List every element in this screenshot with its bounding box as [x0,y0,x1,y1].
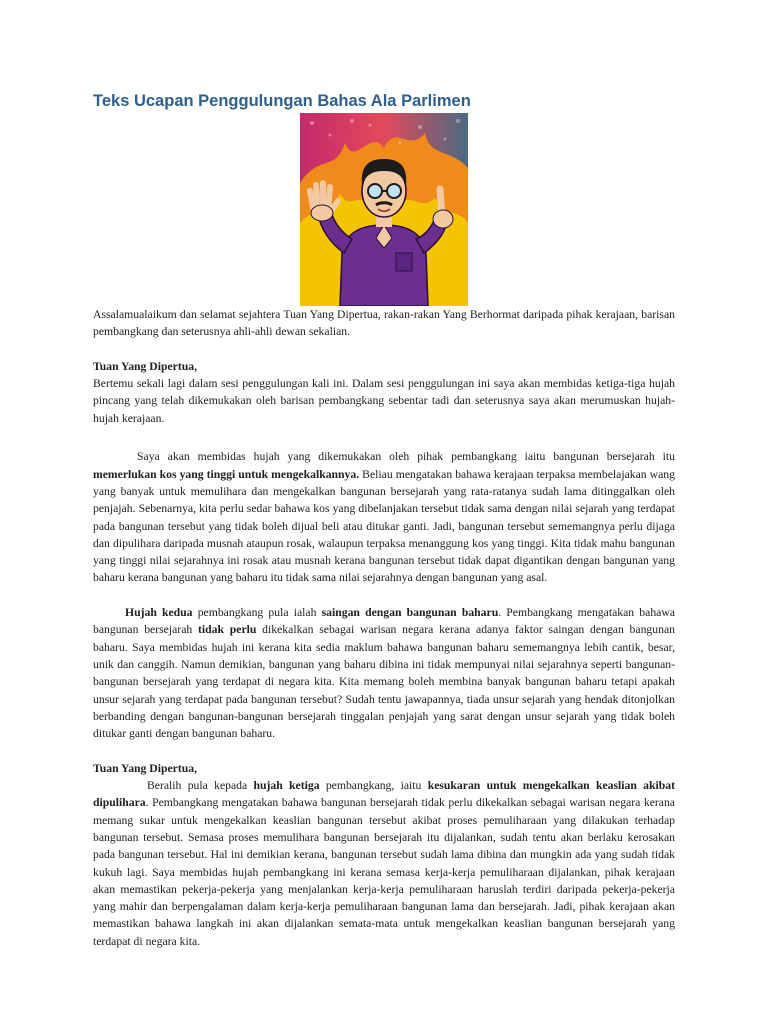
argument-1-emphasis: memerlukan kos yang tinggi untuk mengekalkannya. [93,467,360,481]
argument-3-emphasis: kesukaran untuk mengekalkan keaslian akibat dipulihara [93,779,675,810]
argument-2-text-b: pembangkang pula ialah [192,606,322,620]
argument-3-text-a: Beralih pula kepada [147,779,254,793]
argument-1-text-c: Beliau mengatakan bahawa kerajaan terpaksa membelajakan wang yang banyak untuk memulihara dan mengekalkan bangunan bersejarah yang rata-ratanya sudah lama ditinggalkan oleh penjajah. Sebenarnya, kita perlu sedar bahawa kos yang dibelanjakan tersebut tidak sama dengan nilai sejarah yang terdapat pada bangunan tersebut yang tidak boleh dijual beli atau ditukar ganti. Jadi, bangunan tersebut sememangnya perlu dijaga dan dipulihara daripada musnah ataupun rosak, walaupun terpaksa menanggung kos yang tinggi. Kita tidak mahu bangunan yang tinggi nilai sejarahnya ini rosak atau musnah kerana bangunan tersebut tidak dapat digantikan dengan bangunan yang baharu kerana bangunan yang baharu itu tidak sama nilai sejarahnya dengan bangunan yang asal. [93,467,675,585]
section-heading-1: Tuan Yang Dipertua, [93,359,198,373]
argument-3-paragraph [93,777,675,950]
section-1-paragraph: Bertemu sekali lagi dalam sesi penggulungan kali ini. Dalam sesi penggulungan ini saya akan membidas ketiga-tiga hujah pincang yang telah dikemukakan oleh barisan pembangkang sebentar tadi dan seterusnya saya akan merumuskan hujah-hujah kerajaan. [93,377,675,425]
argument-2-text-d: . Pembangkang mengatakan bahawa bangunan bersejarah [93,606,675,637]
illustration-svg [300,113,468,306]
argument-2-text-f: dikekalkan sebagai warisan negara kerana adanya faktor saingan dengan bangunan baharu. Saya membidas hujah ini kerana kita sedia maklum bahawa bangunan baharu sememangnya lebih cantik, besar, unik dan canggih. Namun demikian, bangunan yang baharu dibina ini tidak mempunyai nilai sejarahnya seperti bangunan-bangunan bersejarah yang terdapat di negara kita. Kita memang boleh membina banyak bangunan baharu tetapi apakah unsur sejarah yang terdapat pada bangunan tersebut? Sudah tentu jawapannya, tiada unsur sejarah yang hendak ditonjolkan berbanding dengan bangunan-bangunan bersejarah tinggalan penjajah yang sarat dengan unsur sejarah yang tidak boleh ditukar ganti dengan bangunan baharu. [93,623,675,741]
argument-2-emphasis-2: tidak perlu [198,623,257,637]
man-speaking-cartoon-icon [300,113,468,306]
argument-1-text-a: Saya akan membidas hujah yang dikemukakan oleh pihak pembangkang iaitu bangunan bersejarah itu [137,450,675,464]
argument-3-label: hujah ketiga [253,779,320,793]
intro-paragraph: Assalamualaikum dan selamat sejahtera Tuan Yang Dipertua, rakan-rakan Yang Berhormat daripada pihak kerajaan, barisan pembangkang dan seterusnya ahli-ahli dewan sekalian. [93,308,675,339]
argument-2-paragraph [93,604,675,742]
argument-2-label: Hujah kedua [125,606,193,620]
argument-2-emphasis-1: saingan dengan bangunan baharu [321,606,499,620]
argument-3-text-c: pembangkang, iaitu [319,779,428,793]
page-title: Teks Ucapan Penggulungan Bahas Ala Parlimen [93,92,471,110]
argument-1-paragraph [93,448,675,586]
argument-3-text-e: . Pembangkang mengatakan bahawa bangunan bersejarah tidak perlu dikekalkan sebagai warisan negara kerana memang sukar untuk mengekalkan keaslian bangunan tersebut akibat proses pemuliharaan yang dilakukan terhadap bangunan tersebut. Semasa proses memulihara bangunan bersejarah itu dijalankan, sudah tentu akan berlaku kerosakan pada bangunan tersebut. Hal ini demikian kerana, bangunan tersebut sudah lama dibina dan mungkin ada yang sudah tidak kukuh lagi. Saya membidas hujah pembangkang ini kerana semasa kerja-kerja pemuliharaan dijalankan, pihak kerajaan akan memastikan pekerja-pekerja yang menjalankan kerja-kerja pemuliharaan haruslah terdiri daripada pekerja-pekerja yang mahir dan berpengalaman dalam kerja-kerja pemuliharaan bangunan lama dan bersejarah. Jadi, pihak kerajaan akan memastikan bahawa langkah ini akan dijalankan semata-mata untuk mengekalkan keaslian bangunan bersejarah yang terdapat di negara kita. [93,796,675,948]
document-body [93,306,675,950]
section-heading-2: Tuan Yang Dipertua, [93,761,198,775]
